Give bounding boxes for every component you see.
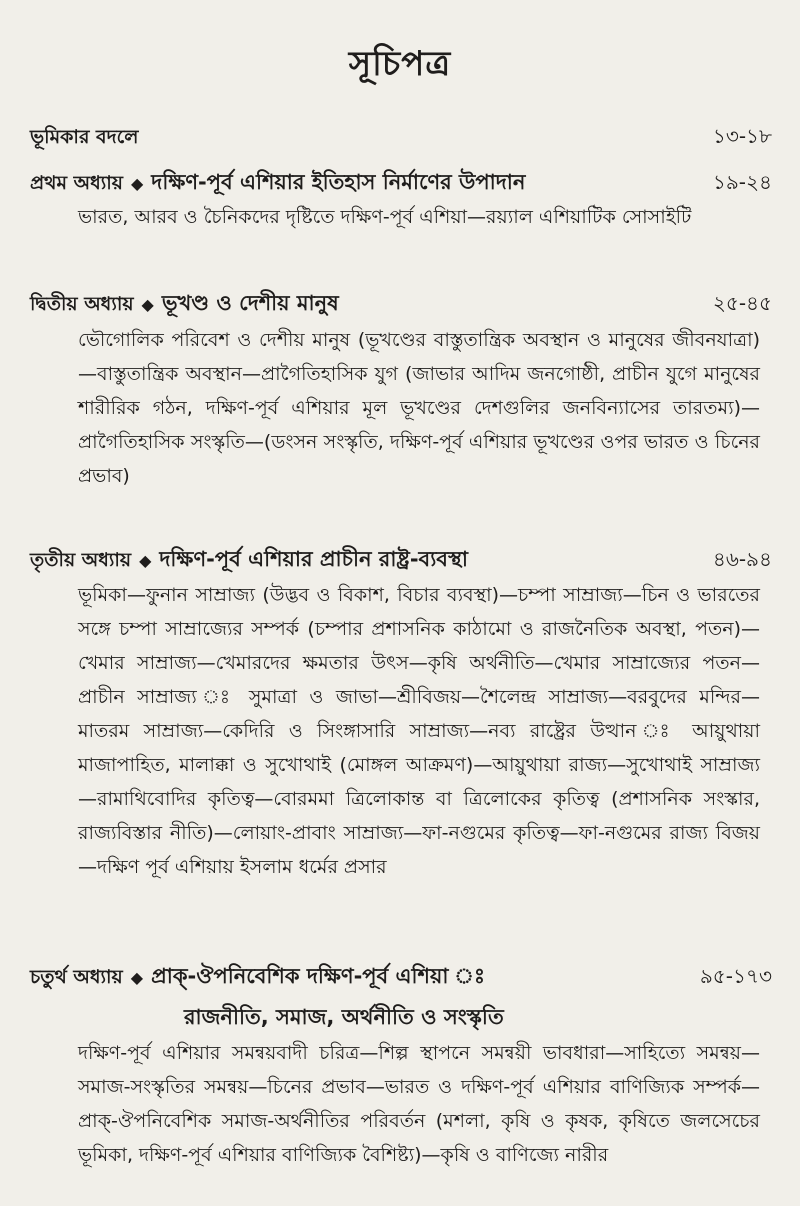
chapter-1-pages: ১৯-২৪ [712,170,772,194]
chapter-4-title-line-2: রাজনীতি, সমাজ, অর্থনীতি ও সংস্কৃতি [184,1005,504,1029]
diamond-bullet-icon: ◆ [141,295,154,314]
chapter-3-summary: ভূমিকা—ফুনান সাম্রাজ্য (উদ্ভব ও বিকাশ, বিচার ব্যবস্থা)—চম্পা সাম্রাজ্য—চিন ও ভারতের সঙ্গে চম্পা সাম্রাজ্যের সম্পর্ক (চম্পার প্রশাসনিক কাঠামো ও রাজনৈতিক অবস্থা, পতন)—খেমার সাম্রাজ্য—খেমারদের ক্ষমতার উৎস—কৃষি অর্থনীতি—খেমার সাম্রাজ্যের পতন—প্রাচীন সাম্রাজ্য ঃ সুমাত্রা ও জাভা—শ্রীবিজয়—শৈলেন্দ্র সাম্রাজ্য—বরবুদের মন্দির—মাতরম সাম্রাজ্য—কেদিরি ও সিংঙ্গাসারি সাম্রাজ্য—নব্য রাষ্ট্রের উত্থান ঃ আয়ুথায়া মাজাপাহিত, মালাক্কা ও সুখোথাই (মোঙ্গল আক্রমণ)—আয়ুথায়া রাজ্য—সুখোথাই সাম্রাজ্য—রামাথিবোদির কৃতিত্ব—বোরমমা ত্রিলোকান্ত বা ত্রিলোকের কৃতিত্ব (প্রশাসনিক সংস্কার, রাজ্যবিস্তার নীতি)—লোয়াং-প্রাবাং সাম্রাজ্য—ফা-নগুমের কৃতিত্ব—ফা-নগুমের রাজ্য বিজয়—দক্ষিণ পূর্ব এশিয়ায় ইসলাম ধর্মের প্রসার [78,584,760,878]
chapter-3-title: দক্ষিণ-পূর্ব এশিয়ার প্রাচীন রাষ্ট্র-ব্যবস্থা [159,547,468,571]
chapter-4-pages: ৯৫-১৭৩ [699,964,772,988]
chapter-4-title: প্রাক্-ঔপনিবেশিক দক্ষিণ-পূর্ব এশিয়া ঃ [151,964,486,988]
diamond-bullet-icon: ◆ [130,174,144,193]
chapter-4-label: চতুর্থ অধ্যায় [30,966,123,988]
chapter-3-heading [30,543,772,578]
chapter-4-heading [30,960,772,1036]
chapter-1-label: প্রথম অধ্যায় [30,172,123,194]
chapter-2-pages: ২৫-৪৫ [712,291,772,315]
chapter-1-title: দক্ষিণ-পূর্ব এশিয়ার ইতিহাস নির্মাণের উপাদান [151,170,526,194]
page-title: সূচিপত্র [348,44,452,84]
chapter-3-label: তৃতীয় অধ্যায় [30,549,132,571]
preface-entry [30,122,772,155]
chapter-3-pages: ৪৬-৯৪ [712,547,772,571]
diamond-bullet-icon: ◆ [130,968,144,987]
chapter-1-heading [30,166,772,201]
chapter-2-label: দ্বিতীয় অধ্যায় [30,293,134,315]
chapter-4-summary: দক্ষিণ-পূর্ব এশিয়ার সমন্বয়বাদী চরিত্র—শিল্প স্থাপনে সমন্বয়ী ভাবধারা—সাহিত্যে সমন্বয়—সমাজ-সংস্কৃতির সমন্বয়—চিনের প্রভাব—ভারত ও দক্ষিণ-পূর্ব এশিয়ার বাণিজ্যিক সম্পর্ক—প্রাক্-ঔপনিবেশিক সমাজ-অর্থনীতির পরিবর্তন (মশলা, কৃষি ও কৃষক, কৃষিতে জলসেচের ভূমিকা, দক্ষিণ-পূর্ব এশিয়ার বাণিজ্যিক বৈশিষ্ট্য)—কৃষি ও বাণিজ্যে নারীর [78,1042,760,1166]
chapter-1-summary: ভারত, আরব ও চৈনিকদের দৃষ্টিতে দক্ষিণ-পূর্ব এশিয়া—রয়্যাল এশিয়াটিক সোসাইটি [78,206,692,228]
chapter-2-heading [30,287,772,322]
preface-pages: ১৩-১৮ [712,124,772,148]
diamond-bullet-icon: ◆ [139,551,152,570]
chapter-2-summary: ভৌগোলিক পরিবেশ ও দেশীয় মানুষ (ভূখণ্ডের বাস্তুতান্ত্রিক অবস্থান ও মানুষের জীবনযাত্রা)—বাস্তুতান্ত্রিক অবস্থান—প্রাগৈতিহাসিক যুগ (জাভার আদিম জনগোষ্ঠী, প্রাচীন যুগে মানুষের শারীরিক গঠন, দক্ষিণ-পূর্ব এশিয়ার মূল ভূখণ্ডের দেশগুলির জনবিন্যাসের তারতম্য)—প্রাগৈতিহাসিক সংস্কৃতি—(ডংসন সংস্কৃতি, দক্ষিণ-পূর্ব এশিয়ার ভূখণ্ডের ওপর ভারত ও চিনের প্রভাব) [78,329,760,487]
preface-label: ভূমিকার বদলে [30,126,139,148]
chapter-2-title: ভূখণ্ড ও দেশীয় মানুষ [161,291,339,315]
